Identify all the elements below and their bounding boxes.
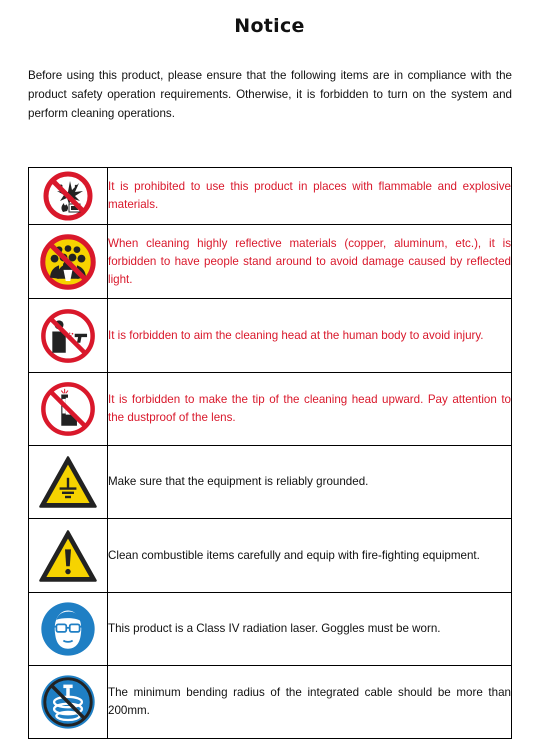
no-people-standing-around-icon	[40, 234, 96, 290]
notice-row	[29, 168, 512, 225]
notice-row	[29, 666, 512, 739]
no-tip-upward-icon	[40, 381, 96, 437]
intro-paragraph: Before using this product, please ensure that the following items are in compliance with the product safety operation requirements. Otherwise, it is forbidden to turn on the system and perform cleaning operations.	[28, 69, 512, 120]
no-aim-at-body-icon	[40, 308, 96, 364]
safety-notice-table	[28, 167, 512, 739]
notice-text: It is forbidden to aim the cleaning head at the human body to avoid injury.	[108, 299, 512, 373]
page-title: Notice	[234, 15, 305, 37]
notice-row	[29, 299, 512, 373]
notice-icon-cell	[29, 299, 108, 373]
notice-text: It is forbidden to make the tip of the cleaning head upward. Pay attention to the dustproof of the lens.	[108, 373, 512, 446]
notice-icon-cell	[29, 519, 108, 593]
no-tight-cable-bend-icon	[39, 673, 97, 731]
no-flammable-explosive-icon	[43, 171, 93, 221]
notice-row	[29, 373, 512, 446]
notice-text: It is prohibited to use this product in places with flammable and explosive materials.	[108, 168, 512, 225]
notice-row	[29, 225, 512, 299]
general-warning-icon	[38, 529, 98, 583]
notice-icon-cell	[29, 666, 108, 739]
notice-icon-cell	[29, 168, 108, 225]
notice-icon-cell	[29, 225, 108, 299]
notice-row	[29, 446, 512, 519]
notice-text: When cleaning highly reflective materials (copper, aluminum, etc.), it is forbidden to have people stand around to avoid damage caused by reflected light.	[108, 225, 512, 299]
notice-icon-cell	[29, 446, 108, 519]
notice-text: The minimum bending radius of the integrated cable should be more than 200mm.	[108, 666, 512, 739]
notice-row	[29, 519, 512, 593]
notice-row	[29, 593, 512, 666]
notice-text: This product is a Class IV radiation laser. Goggles must be worn.	[108, 593, 512, 666]
notice-text: Clean combustible items carefully and equip with fire-fighting equipment.	[108, 519, 512, 593]
notice-icon-cell	[29, 373, 108, 446]
grounding-warning-icon	[38, 455, 98, 509]
notice-text: Make sure that the equipment is reliably grounded.	[108, 446, 512, 519]
notice-icon-cell	[29, 593, 108, 666]
wear-goggles-icon	[39, 600, 97, 658]
